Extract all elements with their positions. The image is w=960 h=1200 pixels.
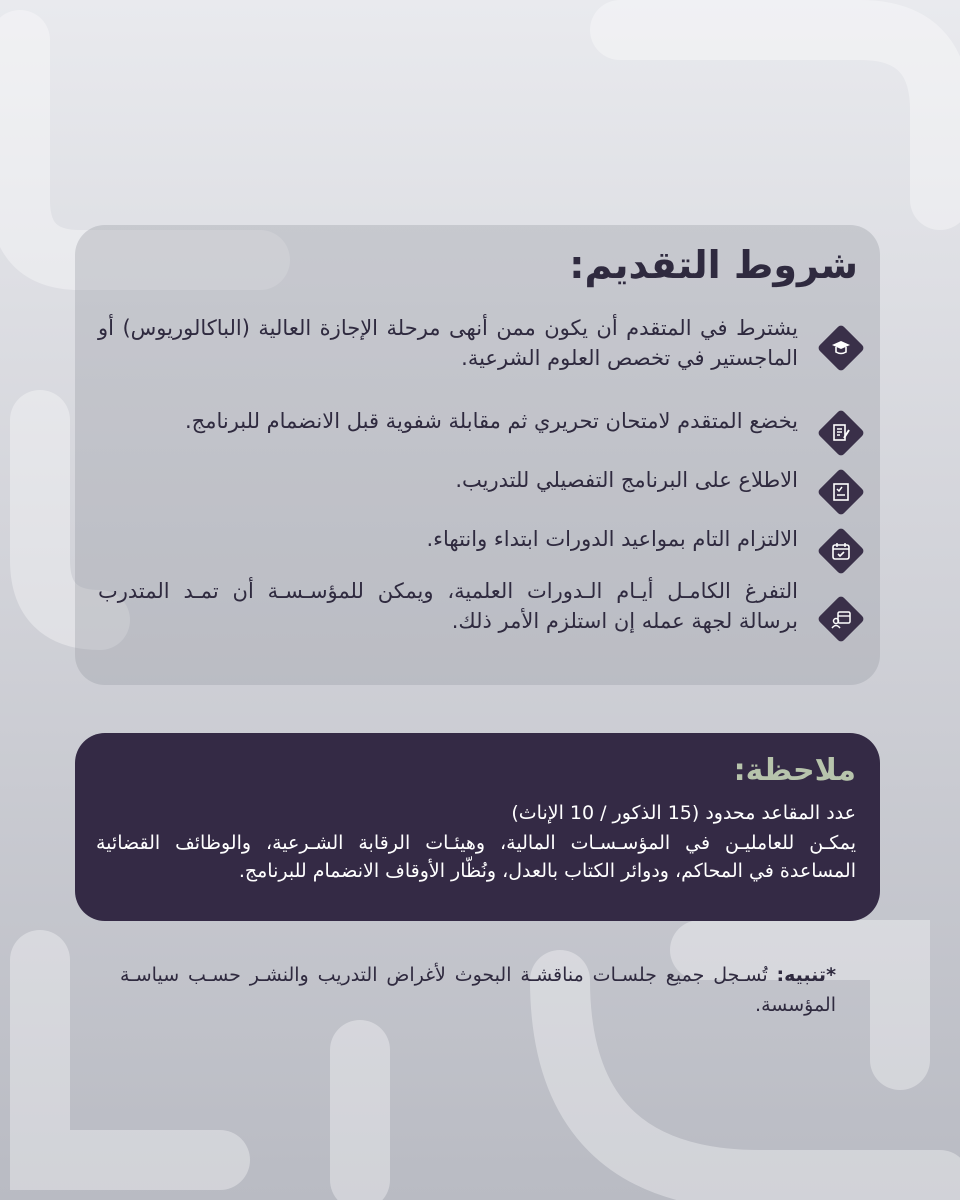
eligibility-text: يمكـن للعامليـن في المؤسـسـات المالية، وهيئـات الرقابة الشـرعية، والوظائف القضائية المساعدة في المحاكم، ودوائر الكتاب بالعدل، ونُظّار الأوقاف الانضمام للبرنامج. — [96, 832, 856, 882]
graduation-cap-icon — [817, 324, 865, 372]
exam-paper-icon — [817, 409, 865, 457]
condition-text: يخضع المتقدم لامتحان تحريري ثم مقابلة شفوية قبل الانضمام للبرنامج. — [184, 409, 798, 433]
calendar-person-icon — [817, 595, 865, 643]
application-conditions-panel — [75, 225, 880, 685]
seats-text: عدد المقاعد محدود (15 الذكور / 10 الإناث) — [511, 802, 856, 824]
condition-text: يشترط في المتقدم أن يكون ممن أنهى مرحلة الإجازة العالية (الباكالوريوس) أو الماجستير في تخصص العلوم الشرعية. — [98, 316, 798, 370]
checklist-icon — [817, 468, 865, 516]
warning-text: تُسـجل جميع جلسـات مناقشـة البحوث لأغراض التدريب والنشـر حسـب سياسـة المؤسسة. — [120, 964, 836, 1016]
recording-warning — [120, 960, 836, 1020]
note-title: ملاحظة: — [733, 753, 856, 788]
conditions-title: شروط التقديم: — [569, 243, 858, 287]
note-panel — [75, 733, 880, 921]
condition-text: التفرغ الكامـل أيـام الـدورات العلمية، ويمكن للمؤسـسـة أن تمـد المتدرب برسالة لجهة عمله إن استلزم الأمر ذلك. — [98, 579, 798, 633]
condition-text: الالتزام التام بمواعيد الدورات ابتداء وانتهاء. — [426, 527, 798, 551]
condition-text: الاطلاع على البرنامج التفصيلي للتدريب. — [455, 468, 798, 492]
calendar-check-icon — [817, 527, 865, 575]
warning-label: *تنبيه: — [776, 964, 837, 986]
